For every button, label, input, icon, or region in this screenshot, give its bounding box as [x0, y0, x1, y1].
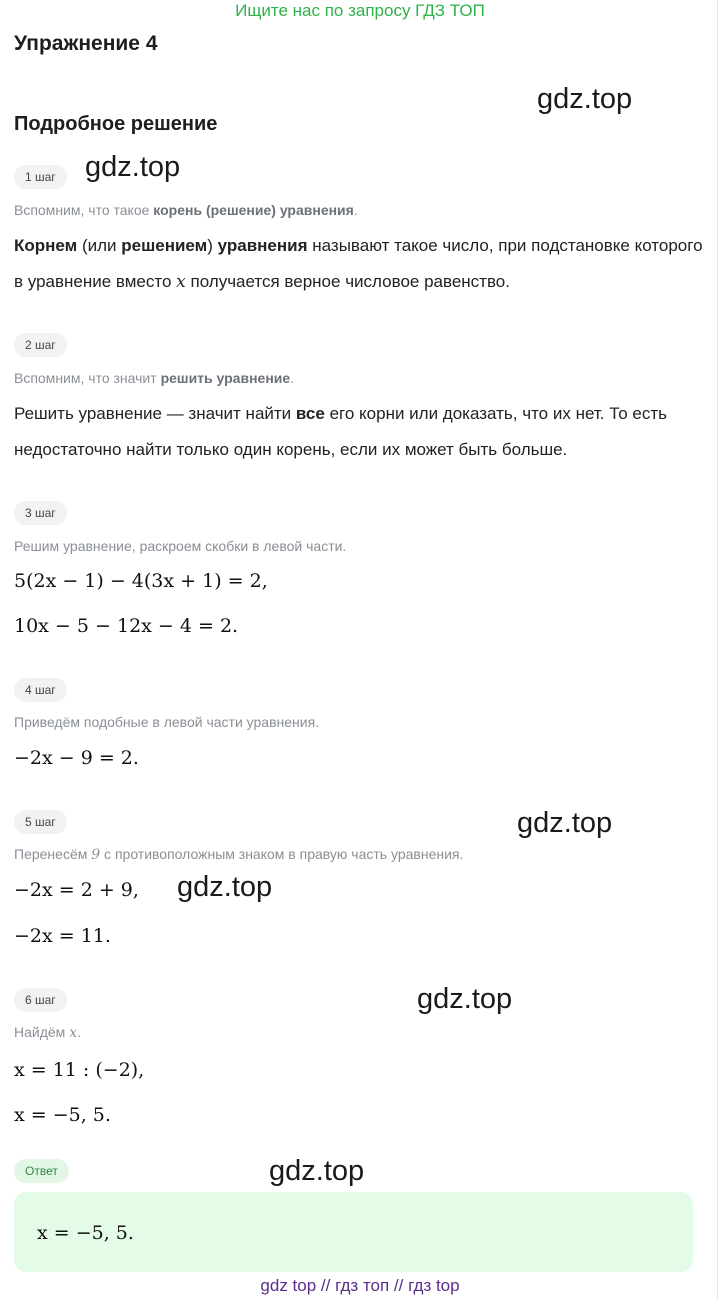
equation: −2x = 11.	[14, 925, 111, 947]
solve-paragraph: Решить уравнение — значит найти все его корни или доказать, что их нет. То есть недостаточно найти только один корень, если их может быть больше.	[14, 404, 668, 459]
answer-value: x = −5, 5.	[37, 1222, 134, 1244]
equation: −2x = 2 + 9,	[14, 879, 139, 901]
equation: x = −5, 5.	[14, 1104, 111, 1126]
step-badge: 5 шаг	[14, 810, 67, 834]
step-hint: Приведём подобные в левой части уравнения.	[14, 714, 320, 730]
step-hint: Решим уравнение, раскроем скобки в левой части.	[14, 538, 347, 554]
equation: x = 11 : (−2),	[14, 1059, 145, 1081]
watermark: gdz.top	[269, 1155, 365, 1187]
watermark: gdz.top	[517, 807, 613, 839]
watermark: gdz.top	[537, 83, 633, 115]
step-hint: Перенесём 9 с противоположным знаком в правую часть уравнения.	[14, 846, 464, 863]
exercise-title: Упражнение 4	[14, 32, 158, 55]
footer-links[interactable]: gdz top // гдз топ // гдз top	[260, 1276, 460, 1295]
step-hint: Вспомним, что такое корень (решение) уравнения.	[14, 202, 358, 218]
step-badge: 6 шаг	[14, 988, 67, 1012]
step-badge: 2 шаг	[14, 333, 67, 357]
watermark: gdz.top	[417, 983, 513, 1015]
solution-heading: Подробное решение	[14, 113, 218, 135]
search-banner[interactable]: Ищите нас по запросу ГДЗ ТОП	[235, 1, 485, 20]
definition-paragraph: Корнем (или решением) уравнения называют такое число, при подстановке которого в уравнение вместо x получается верное числовое равенство.	[14, 236, 703, 292]
step-badge: 1 шаг	[14, 165, 67, 189]
right-border	[717, 0, 718, 1300]
watermark: gdz.top	[177, 871, 273, 903]
step-badge: 3 шаг	[14, 501, 67, 525]
step-hint: Вспомним, что значит решить уравнение.	[14, 370, 295, 386]
equation: 10x − 5 − 12x − 4 = 2.	[14, 615, 239, 637]
equation: 5(2x − 1) − 4(3x + 1) = 2,	[14, 570, 268, 592]
answer-badge: Ответ	[14, 1159, 69, 1183]
step-hint: Найдём x.	[14, 1024, 81, 1041]
watermark: gdz.top	[85, 151, 181, 183]
equation: −2x − 9 = 2.	[14, 747, 139, 769]
step-badge: 4 шаг	[14, 678, 67, 702]
